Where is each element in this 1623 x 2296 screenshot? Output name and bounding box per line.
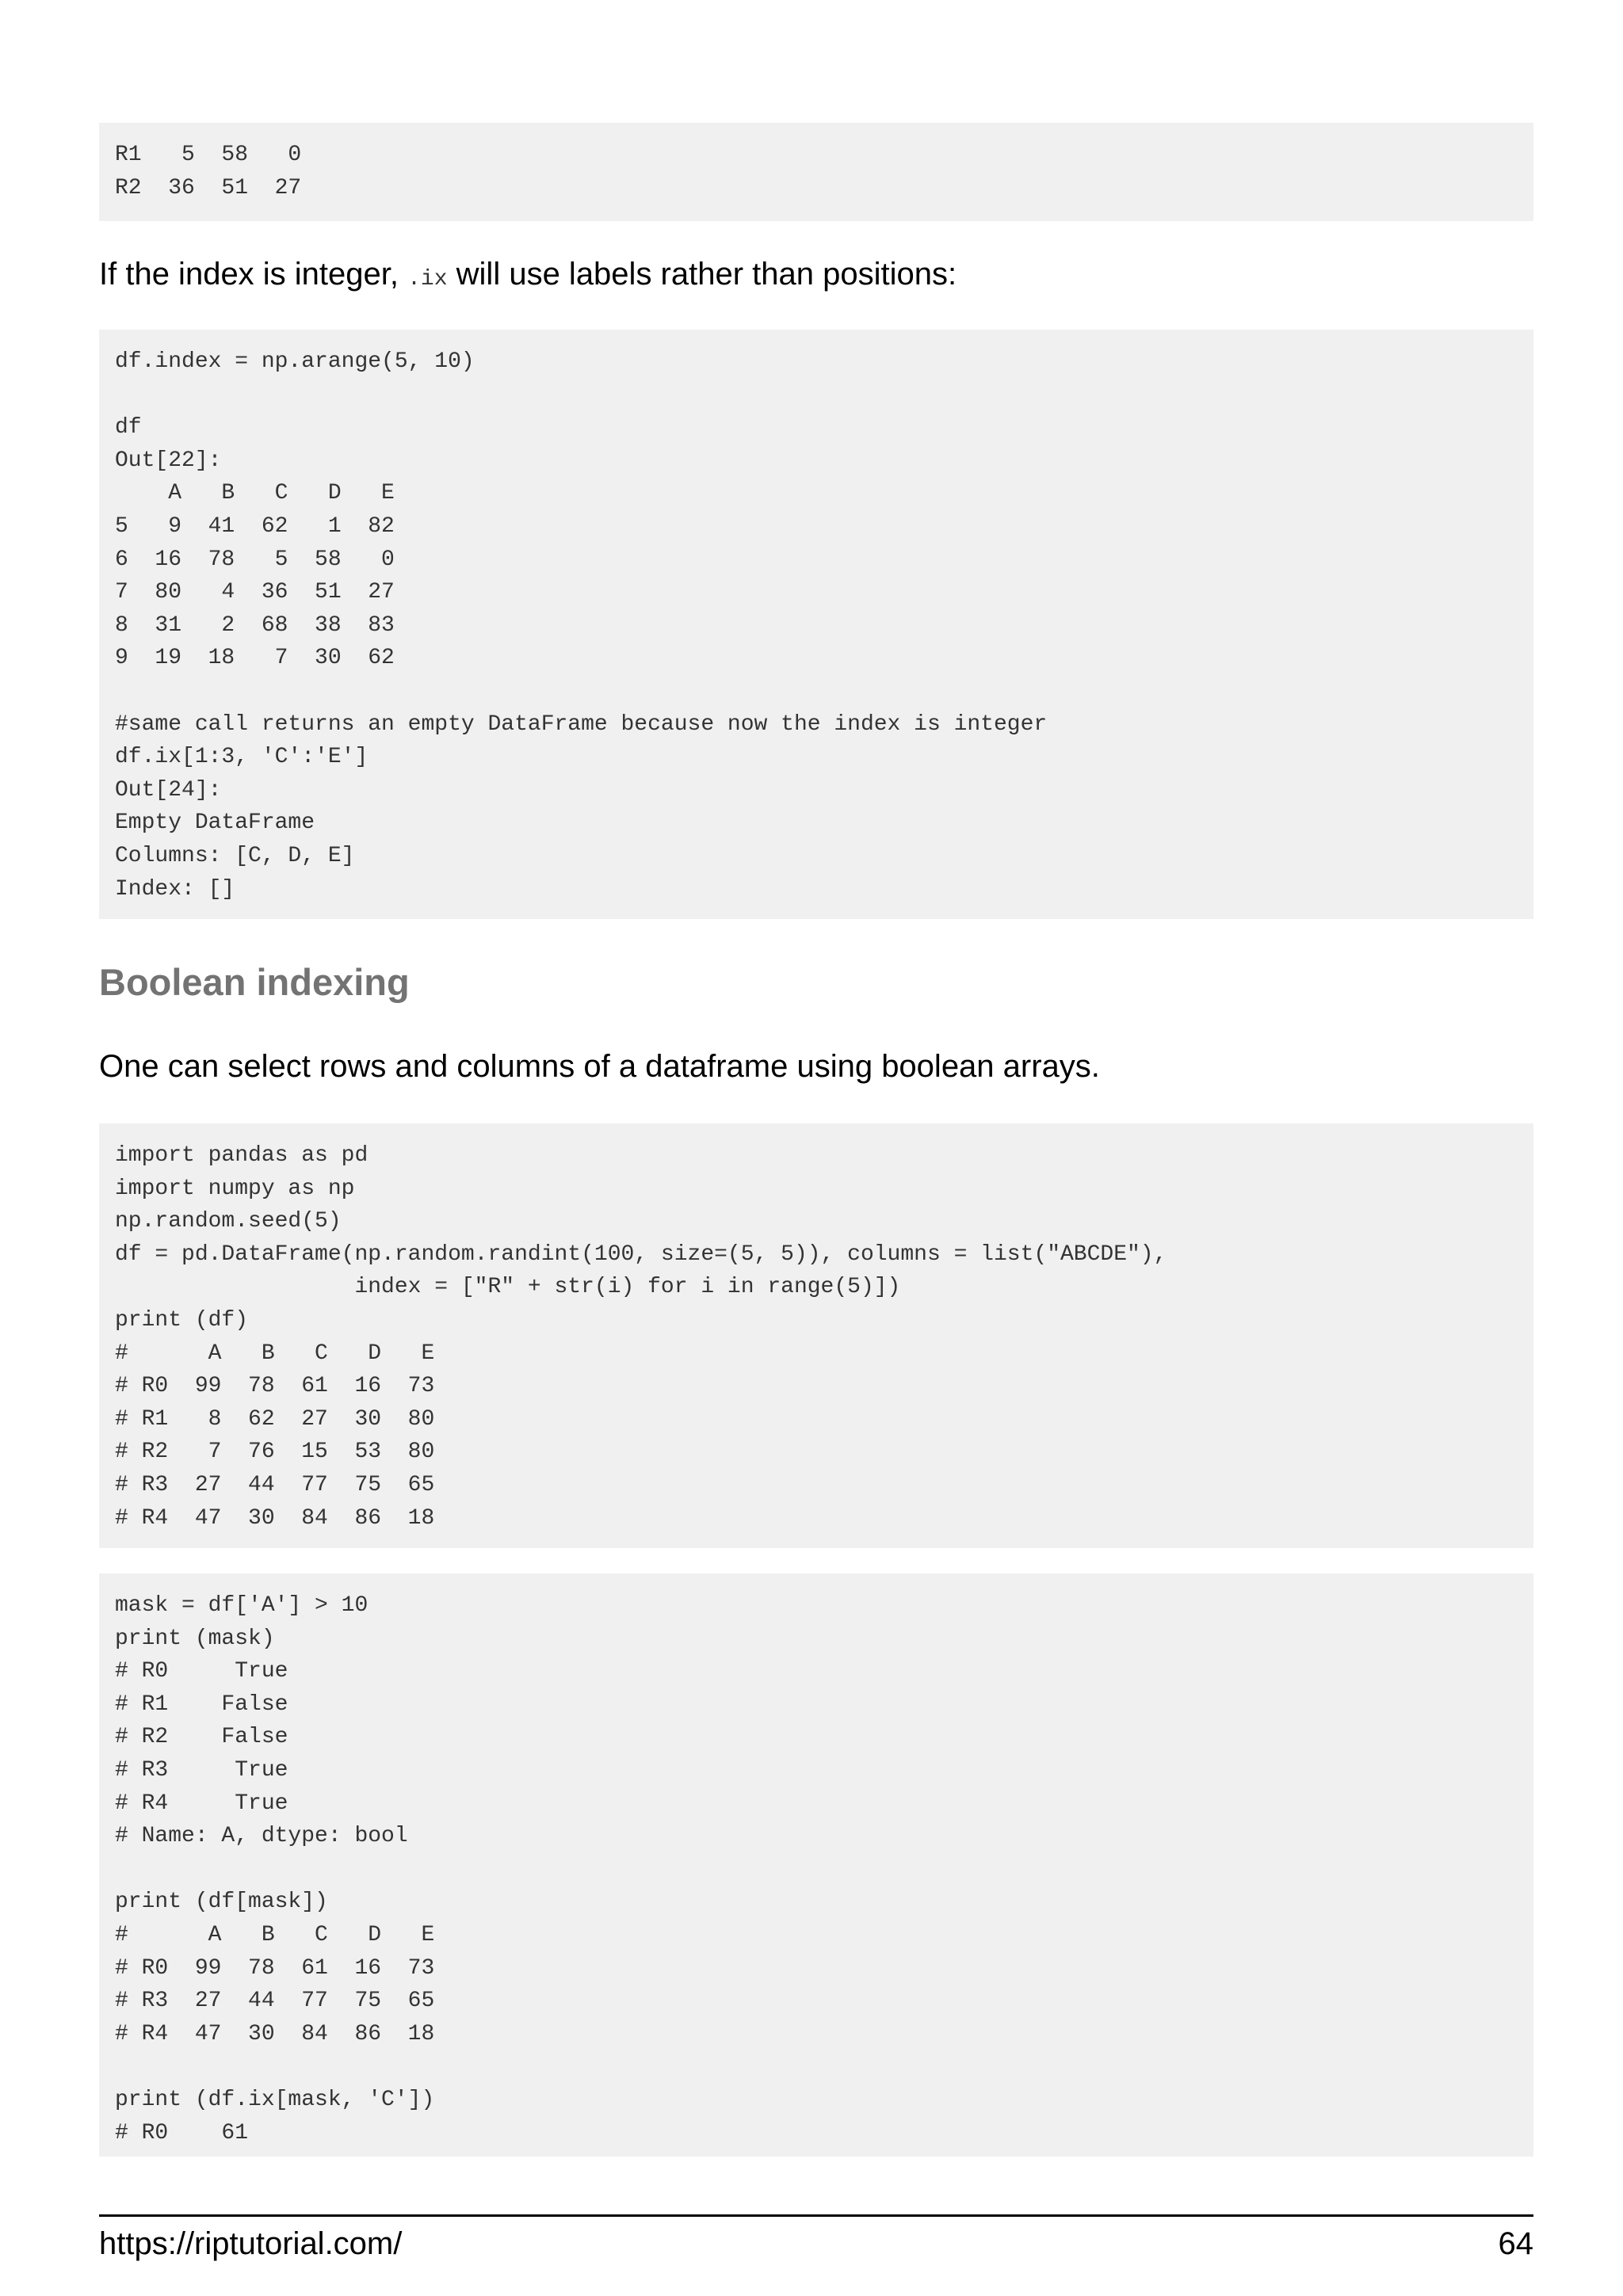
paragraph-boolean-intro: One can select rows and columns of a dataframe using boolean arrays. (99, 1049, 1100, 1084)
code-block-integer-index (99, 330, 1533, 919)
paragraph-ix-text-before: If the index is integer, (99, 257, 408, 292)
section-heading-boolean-indexing: Boolean indexing (99, 961, 410, 1003)
code-line: # A B C D E (115, 1922, 435, 1947)
code-block-dataframe-setup (99, 1123, 1533, 1548)
code-line (115, 2050, 1518, 2084)
inline-code-ix: .ix (407, 267, 448, 292)
code-line: 9 19 18 7 30 62 (115, 646, 395, 671)
code-line: mask = df['A'] > 10 (115, 1593, 369, 1618)
code-line: # R3 27 44 77 75 65 (115, 1472, 435, 1497)
paragraph-ix-text-after: will use labels rather than positions: (447, 257, 957, 292)
code-line: 5 9 41 62 1 82 (115, 513, 395, 539)
code-block-top (99, 123, 1533, 221)
footer-url[interactable]: https://riptutorial.com/ (99, 2226, 403, 2261)
code-line: import numpy as np (115, 1176, 355, 1201)
code-line: # R0 99 78 61 16 73 (115, 1374, 435, 1399)
code-line: # R2 False (115, 1725, 288, 1750)
code-line: index = ["R" + str(i) for i in range(5)]) (115, 1275, 901, 1300)
paragraph-ix-note (99, 255, 957, 299)
code-line: print (df) (115, 1307, 249, 1333)
code-line: # R0 True (115, 1659, 288, 1684)
code-line: #same call returns an empty DataFrame because now the index is integer (115, 711, 1048, 737)
code-line: Columns: [C, D, E] (115, 843, 355, 868)
code-line: # R2 7 76 15 53 80 (115, 1440, 435, 1465)
code-line (115, 379, 1518, 412)
code-line: # R4 47 30 84 86 18 (115, 1505, 435, 1531)
code-block-boolean-mask (99, 1573, 1533, 2157)
code-line: 7 80 4 36 51 27 (115, 580, 395, 605)
code-line: A B C D E (115, 481, 395, 506)
code-line: # R3 27 44 77 75 65 (115, 1989, 435, 2014)
code-line: # A B C D E (115, 1341, 435, 1366)
code-line: # Name: A, dtype: bool (115, 1824, 408, 1849)
code-line: print (df.ix[mask, 'C']) (115, 2087, 435, 2112)
code-line (115, 1853, 1518, 1886)
code-line: Empty DataFrame (115, 810, 315, 836)
footer-page-number: 64 (1498, 2226, 1533, 2261)
code-line: 6 16 78 5 58 0 (115, 547, 395, 572)
code-line: import pandas as pd (115, 1143, 369, 1168)
code-line: # R1 False (115, 1691, 288, 1717)
code-line: Out[22]: (115, 448, 222, 473)
code-line: # R0 61 (115, 2120, 249, 2145)
code-line: Out[24]: (115, 777, 222, 803)
footer-divider (99, 2214, 1533, 2217)
code-line: 8 31 2 68 38 83 (115, 612, 395, 638)
code-line (115, 675, 1518, 708)
code-line: R1 5 58 0 (115, 143, 302, 167)
code-line: np.random.seed(5) (115, 1209, 342, 1234)
code-line: Index: [] (115, 876, 235, 902)
code-line: # R4 True (115, 1791, 288, 1816)
code-line: # R1 8 62 27 30 80 (115, 1406, 435, 1432)
code-line: # R0 99 78 61 16 73 (115, 1955, 435, 1981)
code-line: df (115, 415, 142, 441)
code-line: df.index = np.arange(5, 10) (115, 349, 475, 374)
code-line: R2 36 51 27 (115, 175, 302, 200)
code-line: df.ix[1:3, 'C':'E'] (115, 745, 369, 770)
code-line: print (mask) (115, 1626, 275, 1651)
code-line: # R3 True (115, 1757, 288, 1783)
code-line: print (df[mask]) (115, 1890, 328, 1915)
code-line: # R4 47 30 84 86 18 (115, 2021, 435, 2046)
code-line: df = pd.DataFrame(np.random.randint(100, size=(5, 5)), columns = list("ABCDE"), (115, 1241, 1167, 1267)
